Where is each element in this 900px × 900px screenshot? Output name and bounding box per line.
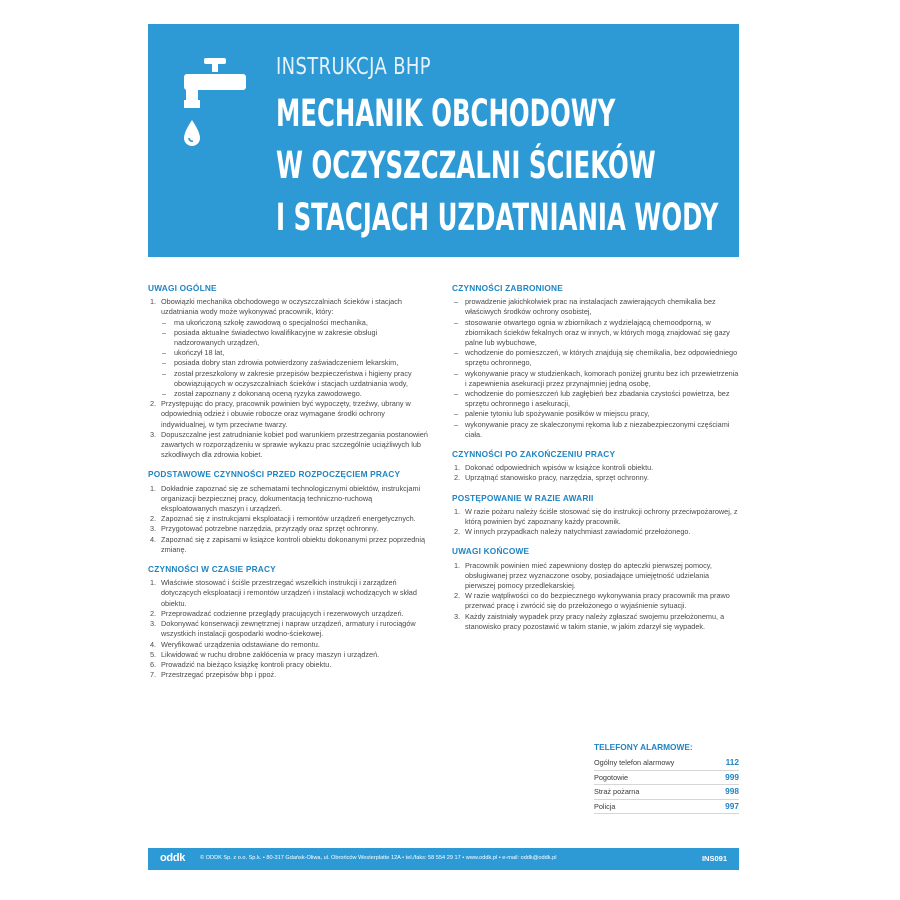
item-number: 1. bbox=[454, 506, 461, 516]
emergency-phones bbox=[594, 742, 739, 814]
item-number: 3. bbox=[150, 619, 157, 629]
sub-item: – ukończył 18 lat, bbox=[162, 348, 225, 358]
list-item: – wykonywanie pracy ze skaleczonymi rękoma lub z niezabezpieczonymi częściami ciała. bbox=[454, 419, 730, 439]
list-item bbox=[452, 473, 739, 483]
list-item bbox=[148, 609, 430, 619]
right-column bbox=[452, 283, 739, 641]
phone-label: Policja bbox=[594, 801, 616, 811]
item-text: wchodzenie do pomieszczeń, w których znajdują się chemikalia, bez odpowiedniego sprzętu ochronnego, bbox=[465, 348, 738, 368]
list-item bbox=[148, 430, 430, 461]
item-number: 7. bbox=[150, 670, 157, 680]
item-number: 1. bbox=[150, 297, 157, 307]
item-number: 2. bbox=[454, 527, 461, 537]
section-po-zakonczeniu-pracy bbox=[452, 449, 739, 484]
item-text: Dokładnie zapoznać się ze schematami technologicznymi obiektów, instrukcjami organizacji bezpiecznej pracy, dokumentacją techniczno-ruchową eksploatowanych maszyn i urządzeń. bbox=[161, 483, 421, 514]
list-item: – prowadzenie jakichkolwiek prac na instalacjach zawierających chemikalia bez właściwych środków ochrony osobistej, bbox=[454, 297, 716, 317]
list-item bbox=[148, 514, 430, 524]
item-number: 2. bbox=[150, 608, 157, 618]
phone-row bbox=[594, 785, 739, 800]
item-text: Zapoznać się z instrukcjami eksploatacji i remontów urządzeń energetycznych. bbox=[161, 514, 416, 524]
section-title: PODSTAWOWE CZYNNOŚCI PRZED ROZPOCZĘCIEM PRACY bbox=[148, 469, 401, 480]
list-item bbox=[452, 463, 739, 473]
item-text: Zapoznać się z zapisami w książce kontroli obiektu dokonanymi przez poprzednią zmianę. bbox=[161, 534, 426, 554]
item-number: 3. bbox=[150, 524, 157, 534]
section-podstawowe-czynnosci bbox=[148, 469, 430, 555]
item-text: Dopuszczalne jest zatrudnianie kobiet pod warunkiem przestrzegania postanowień zawartych w rozporządzeniu w sprawie wykazu prac szczególnie uciążliwych lub szkodliwych dla zdrowia kobiet. bbox=[161, 429, 428, 460]
item-number: 2. bbox=[454, 473, 461, 483]
title-line-2: W OCZYSZCZALNI ŚCIEKÓW bbox=[276, 144, 656, 187]
item-text: prowadzenie jakichkolwiek prac na instalacjach zawierających chemikalia bez właściwych środków ochrony osobistej, bbox=[465, 297, 716, 317]
item-text: Przystępując do pracy, pracownik powinien być wypoczęty, trzeźwy, ubrany w odpowiednią odzież i obuwie robocze oraz wymagane środki ochrony indywidualnej, w tym przeciwne twarzy. bbox=[161, 399, 411, 429]
item-text: Obowiązki mechanika obchodowego w oczyszczalniach ścieków i stacjach uzdatniania wody może wykonywać pracownik, który: bbox=[161, 297, 402, 317]
item-text: Likwidować w ruchu drobne zakłócenia w pracy maszyn i urządzeń. bbox=[161, 649, 380, 659]
document-code: INS091 bbox=[701, 854, 727, 863]
item-text: Przeprowadzać codzienne przeglądy pracujących i rezerwowych urządzeń. bbox=[161, 608, 404, 618]
section-czynnosci-zabronione bbox=[452, 283, 739, 440]
section-title: UWAGI OGÓLNE bbox=[148, 283, 217, 293]
sub-item-text: ukończył 18 lat, bbox=[174, 348, 225, 358]
document-subtitle: INSTRUKCJA BHP bbox=[276, 54, 432, 80]
item-text: Dokonywać konserwacji zewnętrznej i napraw urządzeń, armatury i rurociągów wszystkich instalacji gospodarki wodno-ściekowej. bbox=[161, 619, 416, 639]
list-item bbox=[148, 619, 430, 639]
phones-title: TELEFONY ALARMOWE: bbox=[594, 742, 693, 752]
section-title: CZYNNOŚCI PO ZAKOŃCZENIU PRACY bbox=[452, 449, 616, 460]
item-text: W razie wątpliwości co do bezpiecznego wykonywania pracy pracownik ma prawo przerwać pracę i zwrócić się do przełożonego o wyjaśnienie sytuacji. bbox=[465, 591, 730, 611]
list-item bbox=[452, 561, 739, 592]
list-item: – wykonywanie pracy w studzienkach, komorach poniżej gruntu bez ich przewietrzenia i zapewnienia asekuracji przez przynajmniej jedną osobę, bbox=[454, 368, 739, 388]
sub-item-text: posiada aktualne świadectwo kwalifikacyjne w zakresie obsługi nadzorowanych urządzeń, bbox=[174, 327, 378, 348]
header-banner bbox=[148, 24, 739, 257]
list-item bbox=[148, 640, 430, 650]
list-item bbox=[148, 524, 430, 534]
section-czynnosci-w-czasie-pracy bbox=[148, 564, 430, 680]
section-postepowanie-w-razie-awarii bbox=[452, 493, 739, 538]
item-text: Dokonać odpowiednich wpisów w książce kontroli obiektu. bbox=[465, 463, 654, 473]
phone-number: 112 bbox=[725, 757, 739, 767]
item-number: 2. bbox=[454, 591, 461, 601]
list-item bbox=[148, 650, 430, 660]
sub-item-text: posiada dobry stan zdrowia potwierdzony zaświadczeniem lekarskim, bbox=[174, 358, 399, 368]
item-text: Przygotować potrzebne narzędzia, przyrządy oraz sprzęt ochronny. bbox=[161, 524, 379, 534]
item-text: W innych przypadkach należy natychmiast zawiadomić przełożonego. bbox=[465, 527, 691, 537]
phone-row bbox=[594, 756, 739, 771]
list-item bbox=[148, 484, 430, 515]
list-item bbox=[148, 578, 430, 609]
section-title: UWAGI KOŃCOWE bbox=[452, 546, 530, 557]
phone-label: Pogotowie bbox=[594, 772, 629, 782]
sub-item-text: został przeszkolony w zakresie przepisów bezpieczeństwa i higieny pracy obowiązujących w oczyszczalniach ścieków i stacjach uzdatniania wody, bbox=[174, 368, 412, 388]
item-text: wykonywanie pracy ze skaleczonymi rękoma lub z niezabezpieczonymi częściami ciała. bbox=[465, 419, 730, 439]
phone-row bbox=[594, 771, 739, 786]
section-title: CZYNNOŚCI ZABRONIONE bbox=[452, 283, 563, 293]
sub-item: – posiada aktualne świadectwo kwalifikacyjne w zakresie obsługi nadzorowanych urządzeń, bbox=[162, 327, 378, 348]
item-text: wchodzenie do pomieszczeń lub zagłębień bez zbadania czystości powietrza, bez sprzętu ochronnego i asekuracji, bbox=[465, 389, 730, 409]
list-item bbox=[452, 527, 739, 537]
item-number: 2. bbox=[150, 514, 157, 524]
item-text: W razie pożaru należy ściśle stosować się do instrukcji ochrony przeciwpożarowej, z którą powinien być zapoznany każdy pracownik. bbox=[465, 506, 738, 527]
item-text: Uprzątnąć stanowisko pracy, narzędzia, sprzęt ochronny. bbox=[465, 473, 649, 483]
item-number: 2. bbox=[150, 399, 157, 409]
item-number: 3. bbox=[454, 611, 461, 621]
list-item: – palenie tytoniu lub spożywanie posiłków w miejscu pracy, bbox=[454, 409, 650, 419]
item-text: Weryfikować urządzenia odstawiane do remontu. bbox=[161, 639, 320, 649]
phone-number: 997 bbox=[725, 800, 739, 811]
sub-item: – został przeszkolony w zakresie przepisów bezpieczeństwa i higieny pracy obowiązujących w oczyszczalniach ścieków i stacjach uzdatniania wody, bbox=[162, 368, 412, 388]
list-item bbox=[148, 670, 430, 680]
item-number: 4. bbox=[150, 639, 157, 649]
water-tap-icon bbox=[178, 52, 248, 162]
section-uwagi-ogolne bbox=[148, 283, 430, 460]
sub-item: – posiada dobry stan zdrowia potwierdzony zaświadczeniem lekarskim, bbox=[162, 358, 399, 368]
item-text: Prowadzić na bieżąco książkę kontroli pracy obiektu. bbox=[161, 659, 332, 669]
item-number: 5. bbox=[150, 649, 157, 659]
item-text: Każdy zaistniały wypadek przy pracy należy zgłaszać swojemu przełożonemu, a stanowisko pracy pozostawić w takim stanie, w jakim zdarzył się wypadek. bbox=[465, 611, 725, 631]
list-item: – stosowanie otwartego ognia w zbiornikach z wydzielającą chemoodporną, w zbiornikach ścieków fekalnych oraz w innych, w których mogą znajdować się gazy palne lub wybuchowe, bbox=[454, 317, 730, 348]
item-text: wykonywanie pracy w studzienkach, komorach poniżej gruntu bez ich przewietrzenia i zapewnienia asekuracji przez przynajmniej jedną osobę, bbox=[465, 368, 739, 388]
sub-item-text: został zapoznany z dokonaną oceną ryzyka zawodowego. bbox=[174, 389, 362, 399]
title-line-1: MECHANIK OBCHODOWY bbox=[276, 92, 616, 135]
footer-address: © ODDK Sp. z o.o. Sp.k. • 80-317 Gdańsk-Oliwa, ul. Obrońców Westerplatte 12A • tel./faks: 58 554 29 17 • www.oddk.pl • e-mail: oddk@oddk.pl bbox=[200, 855, 557, 861]
phone-label: Straż pożarna bbox=[594, 787, 640, 796]
phone-number: 999 bbox=[725, 771, 739, 782]
phone-label: Ogólny telefon alarmowy bbox=[594, 758, 675, 767]
item-number: 1. bbox=[454, 560, 461, 570]
section-uwagi-koncowe bbox=[452, 546, 739, 632]
item-text: Pracownik powinien mieć zapewniony dostęp do apteczki pierwszej pomocy, obsługiwanej przez wyznaczone osoby, posiadające umiejętność udzielania pierwszej pomocy przedlekarskiej. bbox=[465, 560, 712, 591]
phone-number: 998 bbox=[725, 786, 739, 796]
list-item bbox=[148, 297, 430, 317]
item-number: 3. bbox=[150, 429, 157, 439]
section-title: POSTĘPOWANIE W RAZIE AWARII bbox=[452, 492, 594, 503]
item-number: 4. bbox=[150, 534, 157, 544]
footer-bar bbox=[148, 848, 739, 870]
list-item bbox=[452, 507, 739, 527]
sub-item: – ma ukończoną szkołę zawodową o specjalności mechanika, bbox=[162, 317, 368, 327]
sub-item-text: ma ukończoną szkołę zawodową o specjalności mechanika, bbox=[174, 317, 368, 327]
list-item: – wchodzenie do pomieszczeń, w których znajdują się chemikalia, bez odpowiedniego sprzętu ochronnego, bbox=[454, 348, 738, 368]
phone-row bbox=[594, 800, 739, 815]
list-item bbox=[452, 612, 739, 632]
item-number: 1. bbox=[150, 483, 157, 493]
item-text: stosowanie otwartego ognia w zbiornikach z wydzielającą chemoodporną, w zbiornikach ścieków fekalnych oraz w innych, w których mogą znajdować się gazy palne lub wybuchowe, bbox=[465, 317, 730, 348]
section-title: CZYNNOŚCI W CZASIE PRACY bbox=[148, 564, 276, 575]
oddk-logo: oddk bbox=[160, 852, 186, 864]
list-item bbox=[148, 660, 430, 670]
item-number: 1. bbox=[150, 578, 157, 588]
left-column bbox=[148, 283, 430, 689]
item-number: 6. bbox=[150, 659, 157, 669]
item-text: Przestrzegać przepisów bhp i ppoż. bbox=[161, 670, 277, 680]
list-item bbox=[452, 591, 739, 611]
list-item: – wchodzenie do pomieszczeń lub zagłębień bez zbadania czystości powietrza, bez sprzętu ochronnego i asekuracji, bbox=[454, 389, 730, 409]
sub-item: – został zapoznany z dokonaną oceną ryzyka zawodowego. bbox=[162, 389, 362, 399]
title-line-3: I STACJACH UZDATNIANIA WODY bbox=[276, 196, 719, 239]
list-item bbox=[148, 535, 430, 555]
item-number: 1. bbox=[454, 463, 461, 473]
document-title bbox=[276, 88, 900, 244]
list-item bbox=[148, 399, 430, 430]
item-text: palenie tytoniu lub spożywanie posiłków w miejscu pracy, bbox=[465, 409, 650, 419]
item-text: Właściwie stosować i ściśle przestrzegać wszelkich instrukcji i zarządzeń dotyczących eksploatacji i remontów urządzeń i instalacji wchodzących w skład obiektu. bbox=[161, 578, 417, 608]
